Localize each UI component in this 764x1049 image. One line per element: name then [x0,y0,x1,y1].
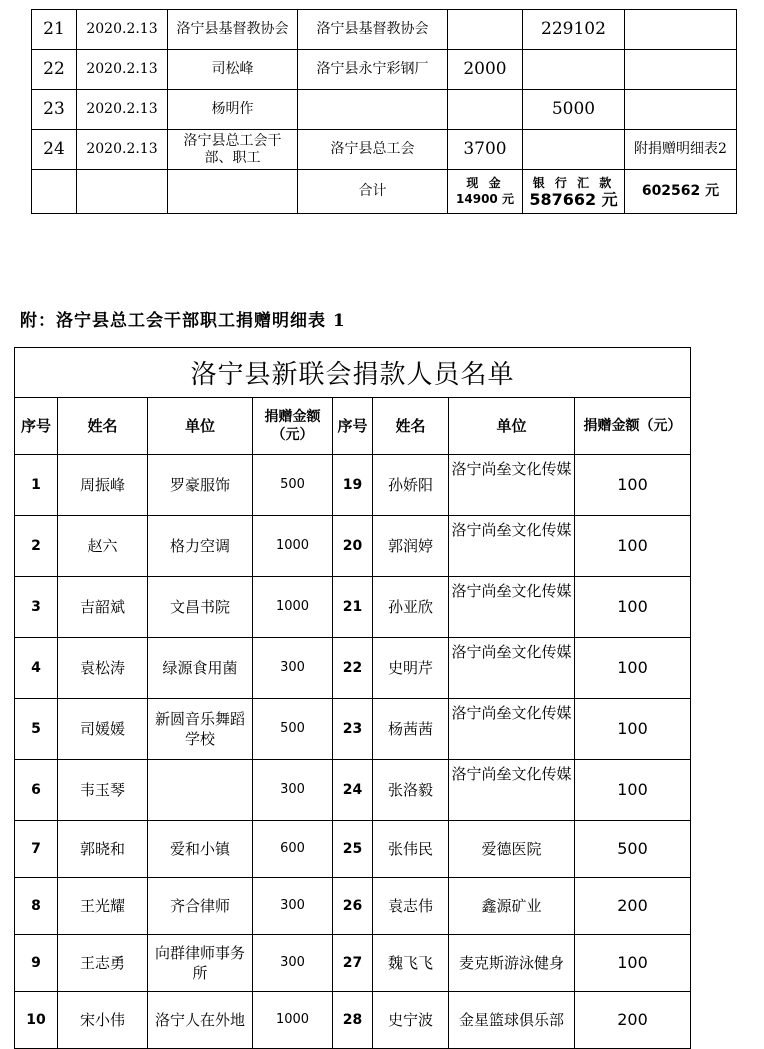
donor-name-right: 张洛毅 [373,760,449,821]
donor-name: 洛宁县基督教协会 [168,10,298,50]
donor-unit: 洛宁县基督教协会 [298,10,448,50]
donor-seq-right: 22 [333,638,373,699]
donor-amount-right: 100 [575,455,691,516]
donor-unit-right: 爱德医院 [449,821,575,878]
donor-unit: 文昌书院 [148,577,253,638]
cash-amount [448,10,523,50]
donor-unit: 绿源食用菌 [148,638,253,699]
donor-unit: 齐合律师 [148,878,253,935]
donor-seq-right: 20 [333,516,373,577]
donor-unit-right: 洛宁尚垒文化传媒 [449,455,575,516]
donor-seq: 6 [15,760,58,821]
summary-row [32,10,737,50]
donor-name: 郭晓和 [58,821,148,878]
donor-name-right: 袁志伟 [373,878,449,935]
donor-amount-right: 200 [575,878,691,935]
row-number: 22 [32,50,77,90]
summary-row [32,130,737,170]
total-cash-value: 14900 元 [456,191,514,206]
donor-amount-right: 100 [575,577,691,638]
donor-unit-right: 洛宁尚垒文化传媒 [449,577,575,638]
empty-cell [32,170,77,214]
donor-name-right: 郭润婷 [373,516,449,577]
donor-amount: 300 [253,878,333,935]
donor-amount: 1000 [253,577,333,638]
appendix-heading: 附：洛宁县总工会干部职工捐赠明细表 1 [20,311,346,331]
donor-amount-right: 100 [575,638,691,699]
total-bank-cell [523,170,625,214]
donor-seq: 7 [15,821,58,878]
donor-unit: 罗豪服饰 [148,455,253,516]
donor-name: 宋小伟 [58,992,148,1049]
donor-unit: 洛宁县永宁彩钢厂 [298,50,448,90]
donor-seq: 8 [15,878,58,935]
donor-seq: 4 [15,638,58,699]
donor-amount-right: 200 [575,992,691,1049]
total-bank-label: 银 行 汇 款 [532,175,615,190]
donor-list-body [15,348,691,1049]
summary-row [32,90,737,130]
donation-summary-table [31,9,737,214]
donor-unit-right: 金星篮球俱乐部 [449,992,575,1049]
donor-unit-right: 麦克斯游泳健身 [449,935,575,992]
donor-name-right: 魏飞飞 [373,935,449,992]
donor-table-title: 洛宁县新联会捐款人员名单 [15,348,691,398]
donor-row [15,455,691,516]
donor-name-right: 张伟民 [373,821,449,878]
donor-unit: 洛宁县总工会 [298,130,448,170]
donor-unit: 向群律师事务所 [148,935,253,992]
donor-unit: 爱和小镇 [148,821,253,878]
cash-amount: 2000 [448,50,523,90]
donor-name-right: 杨茜茜 [373,699,449,760]
donor-name: 杨明作 [168,90,298,130]
total-bank-value: 587662 元 [529,189,618,209]
donor-row [15,878,691,935]
donation-summary-body [32,10,737,214]
donor-seq: 5 [15,699,58,760]
header-unit: 单位 [148,398,253,455]
donor-amount: 1000 [253,516,333,577]
donor-row [15,992,691,1049]
donor-amount-right: 100 [575,760,691,821]
donor-amount: 300 [253,638,333,699]
donor-seq-right: 27 [333,935,373,992]
donation-date: 2020.2.13 [77,90,168,130]
header-unit-right: 单位 [449,398,575,455]
donor-seq-right: 26 [333,878,373,935]
donor-name: 袁松涛 [58,638,148,699]
donor-unit-right: 洛宁尚垒文化传媒 [449,638,575,699]
donor-seq-right: 23 [333,699,373,760]
bank-amount: 229102 [523,10,625,50]
bank-amount [523,130,625,170]
row-note [625,10,737,50]
grand-total: 602562 元 [625,170,737,214]
donor-seq: 2 [15,516,58,577]
donor-name: 王光耀 [58,878,148,935]
total-row [32,170,737,214]
donor-seq-right: 25 [333,821,373,878]
donor-name-right: 孙亚欣 [373,577,449,638]
donor-row [15,760,691,821]
row-number: 24 [32,130,77,170]
donor-row [15,935,691,992]
total-cash-cell [448,170,523,214]
donor-name: 洛宁县总工会干部、职工 [168,130,298,170]
donor-list-table [14,347,691,1049]
header-name-right: 姓名 [373,398,449,455]
donor-amount-right: 100 [575,935,691,992]
cash-amount [448,90,523,130]
header-name: 姓名 [58,398,148,455]
donation-date: 2020.2.13 [77,130,168,170]
donor-unit: 新圆音乐舞蹈学校 [148,699,253,760]
donor-seq: 9 [15,935,58,992]
donor-unit: 格力空调 [148,516,253,577]
donor-unit-right: 鑫源矿业 [449,878,575,935]
donor-name: 周振峰 [58,455,148,516]
donor-amount: 500 [253,455,333,516]
row-number: 23 [32,90,77,130]
donor-row [15,577,691,638]
donor-amount-right: 100 [575,699,691,760]
donation-date: 2020.2.13 [77,50,168,90]
row-note: 附捐赠明细表2 [625,130,737,170]
donor-name-right: 孙娇阳 [373,455,449,516]
row-number: 21 [32,10,77,50]
donor-seq-right: 19 [333,455,373,516]
row-note [625,50,737,90]
donor-row [15,821,691,878]
bank-amount: 5000 [523,90,625,130]
donor-seq-right: 21 [333,577,373,638]
donor-unit-right: 洛宁尚垒文化传媒 [449,760,575,821]
donor-seq-right: 24 [333,760,373,821]
donor-unit-right: 洛宁尚垒文化传媒 [449,516,575,577]
donor-amount-right: 100 [575,516,691,577]
donor-amount: 600 [253,821,333,878]
donor-seq: 1 [15,455,58,516]
donor-amount: 300 [253,935,333,992]
donor-seq: 3 [15,577,58,638]
donor-amount: 300 [253,760,333,821]
donor-name: 司松峰 [168,50,298,90]
donor-seq: 10 [15,992,58,1049]
header-amount: 捐赠金额（元） [253,398,333,455]
empty-cell [168,170,298,214]
donor-name: 赵六 [58,516,148,577]
cash-amount: 3700 [448,130,523,170]
donor-unit [148,760,253,821]
donor-amount: 500 [253,699,333,760]
donor-name: 韦玉琴 [58,760,148,821]
header-seq: 序号 [15,398,58,455]
donor-row [15,638,691,699]
total-label: 合计 [298,170,448,214]
donor-name: 吉韶斌 [58,577,148,638]
header-seq-right: 序号 [333,398,373,455]
donor-unit [298,90,448,130]
donor-name: 王志勇 [58,935,148,992]
donor-unit: 洛宁人在外地 [148,992,253,1049]
donor-amount: 1000 [253,992,333,1049]
donor-row [15,516,691,577]
donor-name: 司媛媛 [58,699,148,760]
donor-amount-right: 500 [575,821,691,878]
total-cash-label: 现 金 [466,175,504,190]
summary-row [32,50,737,90]
donor-unit-right: 洛宁尚垒文化传媒 [449,699,575,760]
donor-table-header-row [15,398,691,455]
donor-name-right: 史明芹 [373,638,449,699]
bank-amount [523,50,625,90]
donor-row [15,699,691,760]
row-note [625,90,737,130]
empty-cell [77,170,168,214]
donation-date: 2020.2.13 [77,10,168,50]
donor-name-right: 史宁波 [373,992,449,1049]
donor-seq-right: 28 [333,992,373,1049]
header-amount-right: 捐赠金额（元） [575,398,691,455]
